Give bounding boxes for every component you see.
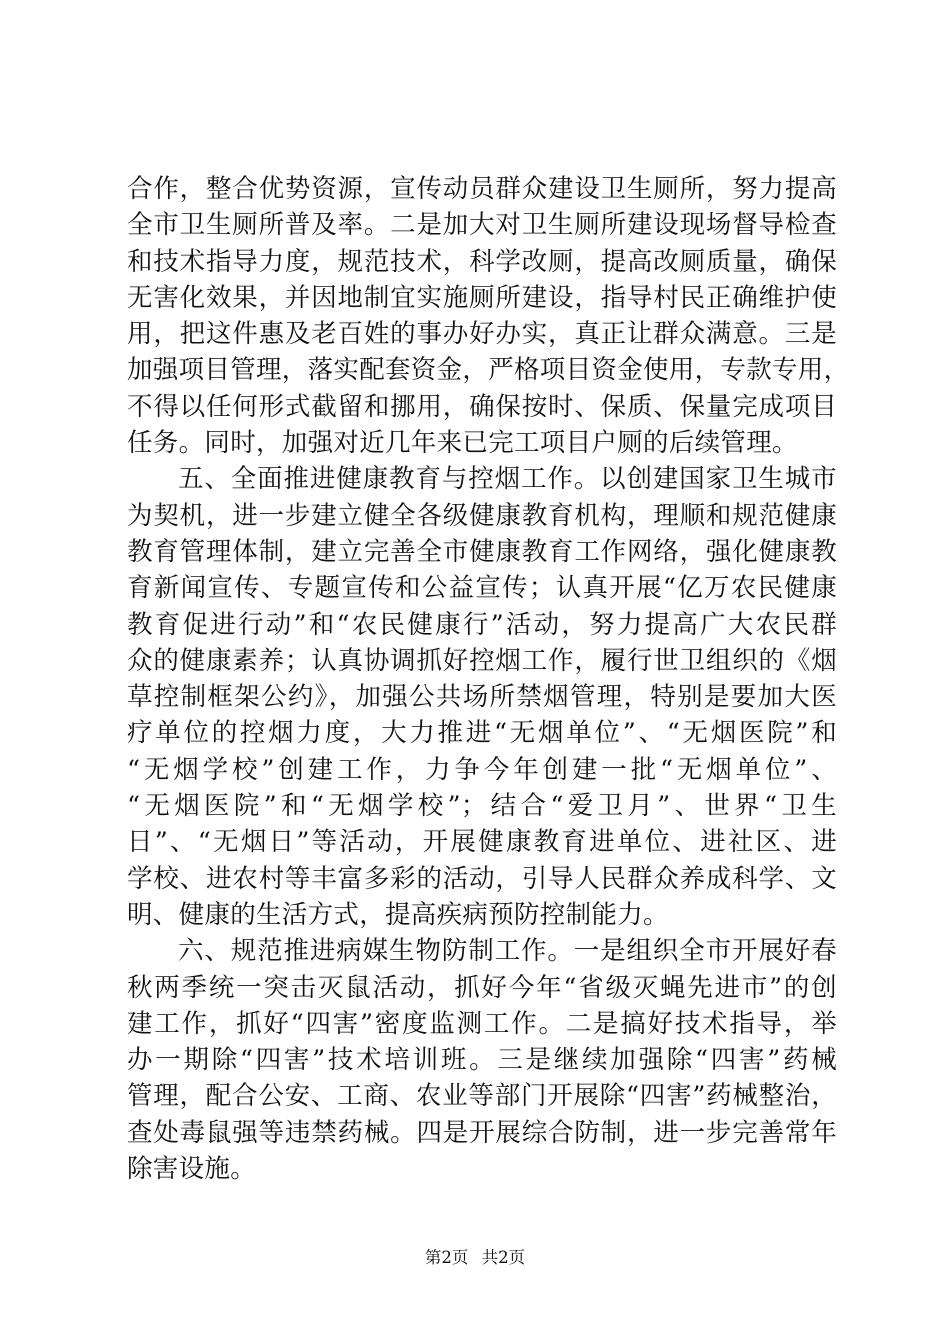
text-line: 无害化效果，并因地制宜实施厕所建设，指导村民正确维护使 — [127, 282, 837, 313]
text-line: 加强项目管理，落实配套资金，严格项目资金使用，专款专用， — [127, 355, 850, 386]
text-line: 明、健康的生活方式，提高疾病预防控制能力。 — [127, 899, 669, 930]
text-line: 除害设施。 — [127, 1154, 257, 1185]
text-line: 合作，整合优势资源，宣传动员群众建设卫生厕所，努力提高 — [127, 174, 837, 204]
text-line: 教育管理体制，建立完善全市健康教育工作网络，强化健康教 — [127, 536, 837, 567]
document-body — [127, 171, 850, 1187]
text-line: 教育促进行动”和“农民健康行”活动，努力提高广大农民群 — [127, 609, 837, 640]
text-line: 管理，配合公安、工商、农业等部门开展除“四害”药械整治， — [127, 1081, 837, 1112]
text-line: 全市卫生厕所普及率。二是加大对卫生厕所建设现场督导检查 — [127, 210, 837, 241]
page-total: 共2页 — [481, 1248, 526, 1267]
text-line: 秋两季统一突击灭鼠活动，抓好今年“省级灭蝇先进市”的创 — [127, 972, 837, 1003]
text-line: “无烟学校”创建工作，力争今年创建一批“无烟单位”、 — [127, 754, 837, 785]
text-line: 育新闻宣传、专题宣传和公益宣传；认真开展“亿万农民健康 — [127, 573, 837, 604]
page-number: 第2页 — [424, 1248, 469, 1267]
text-line: 六、规范推进病媒生物防制工作。一是组织全市开展好春 — [178, 936, 837, 967]
text-line: 学校、进农村等丰富多彩的活动，引导人民群众养成科学、文 — [127, 863, 837, 894]
text-line: “无烟医院”和“无烟学校”；结合“爱卫月”、世界“卫生 — [127, 791, 837, 822]
text-line: 任务。同时，加强对近几年来已完工项目户厕的后续管理。 — [127, 428, 798, 459]
text-line: 日”、“无烟日”等活动，开展健康教育进单位、进社区、进 — [127, 827, 837, 858]
text-line: 查处毒鼠强等违禁药械。四是开展综合防制，进一步完善常年 — [127, 1117, 837, 1148]
text-line: 不得以任何形式截留和挪用，确保按时、保质、保量完成项目 — [127, 391, 837, 422]
text-line: 办一期除“四害”技术培训班。三是继续加强除“四害”药械 — [127, 1045, 837, 1076]
text-line: 五、全面推进健康教育与控烟工作。以创建国家卫生城市 — [178, 464, 837, 495]
page-footer — [0, 1244, 950, 1268]
text-line: 众的健康素养；认真协调抓好控烟工作，履行世卫组织的《烟 — [127, 645, 837, 676]
text-line: 和技术指导力度，规范技术，科学改厕，提高改厕质量，确保 — [127, 246, 837, 277]
text-line: 用，把这件惠及老百姓的事办好办实，真正让群众满意。三是 — [127, 319, 837, 350]
text-line: 为契机，进一步建立健全各级健康教育机构，理顺和规范健康 — [127, 500, 837, 531]
text-line: 建工作，抓好“四害”密度监测工作。二是搞好技术指导，举 — [127, 1008, 837, 1039]
text-line: 疗单位的控烟力度，大力推进“无烟单位”、“无烟医院”和 — [127, 718, 837, 749]
text-line: 草控制框架公约》，加强公共场所禁烟管理，特别是要加大医 — [127, 682, 837, 713]
